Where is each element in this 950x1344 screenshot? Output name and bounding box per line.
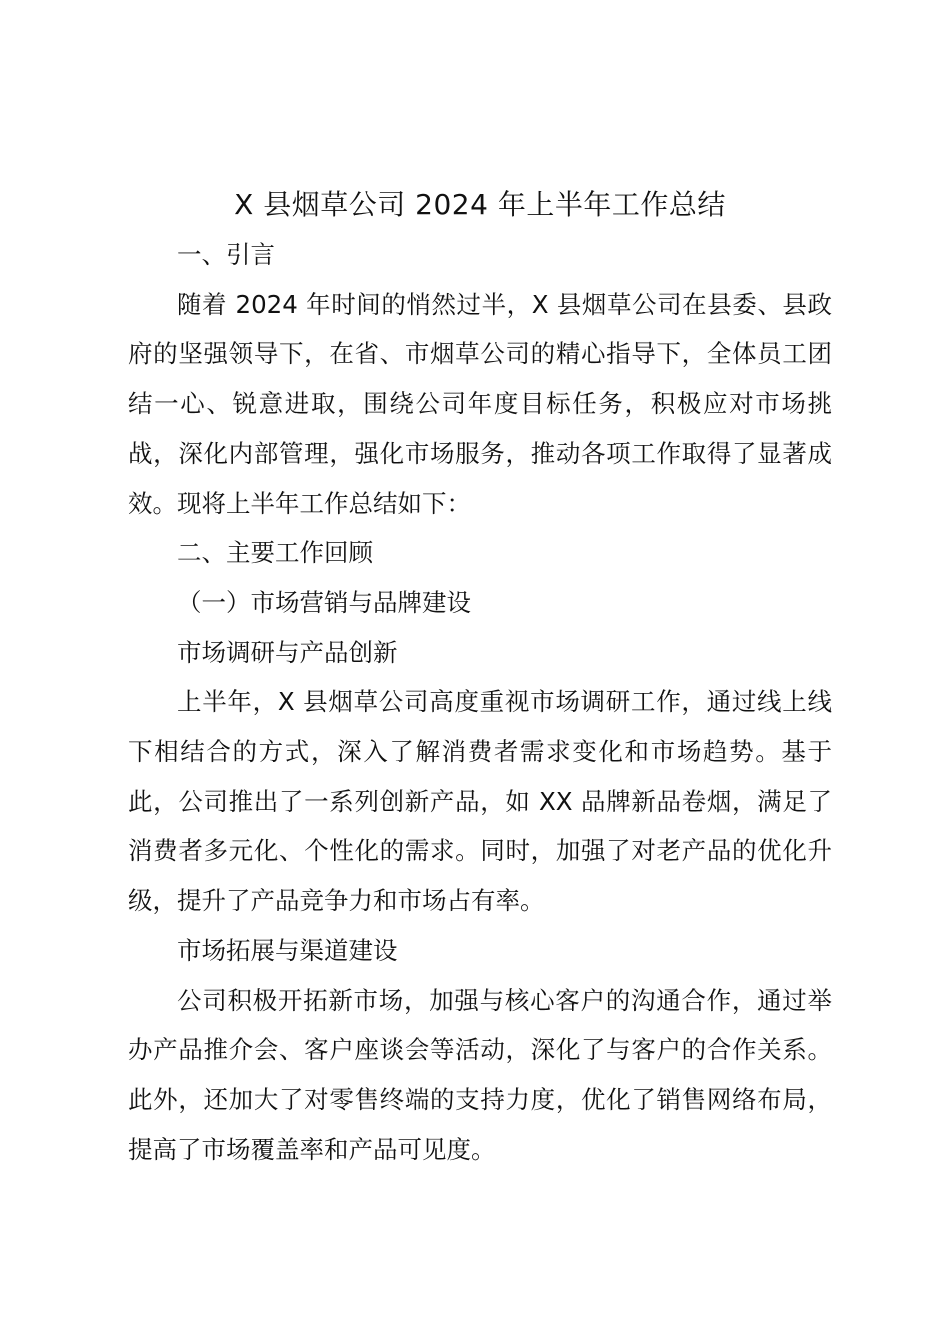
section-heading-introduction: 一、引言: [177, 240, 275, 269]
topic-heading-market-expansion: 市场拓展与渠道建设: [177, 935, 398, 965]
paragraph-market-expansion: 公司积极开拓新市场，加强与核心客户的沟通合作，通过举办产品推介会、客户座谈会等活动，深化了与客户的合作关系。此外，还加大了对零售终端的支持力度，优化了销售网络布局，提高了市场覆盖率和产品可见度。: [128, 985, 832, 1164]
topic-heading-market-research: 市场调研与产品创新: [177, 637, 398, 667]
paragraph-market-research: 上半年，X 县烟草公司高度重视市场调研工作，通过线上线下相结合的方式，深入了解消费者需求变化和市场趋势。基于此，公司推出了一系列创新产品，如 XX 品牌新品卷烟，满足了消费者多元化、个性化的需求。同时，加强了对老产品的优化升级，提升了产品竞争力和市场占有率。: [128, 687, 832, 916]
section-heading-main-work-review: 二、主要工作回顾: [177, 538, 373, 568]
document-title: X 县烟草公司 2024 年上半年工作总结: [234, 188, 726, 221]
document-body: [128, 180, 832, 1174]
subsection-heading-marketing-brand: （一）市场营销与品牌建设: [177, 587, 471, 617]
paragraph-introduction: 随着 2024 年时间的悄然过半，X 县烟草公司在县委、县政府的坚强领导下，在省、市烟草公司的精心指导下，全体员工团结一心、锐意进取，围绕公司年度目标任务，积极应对市场挑战，深化内部管理，强化市场服务，推动各项工作取得了显著成效。现将上半年工作总结如下：: [128, 289, 832, 518]
